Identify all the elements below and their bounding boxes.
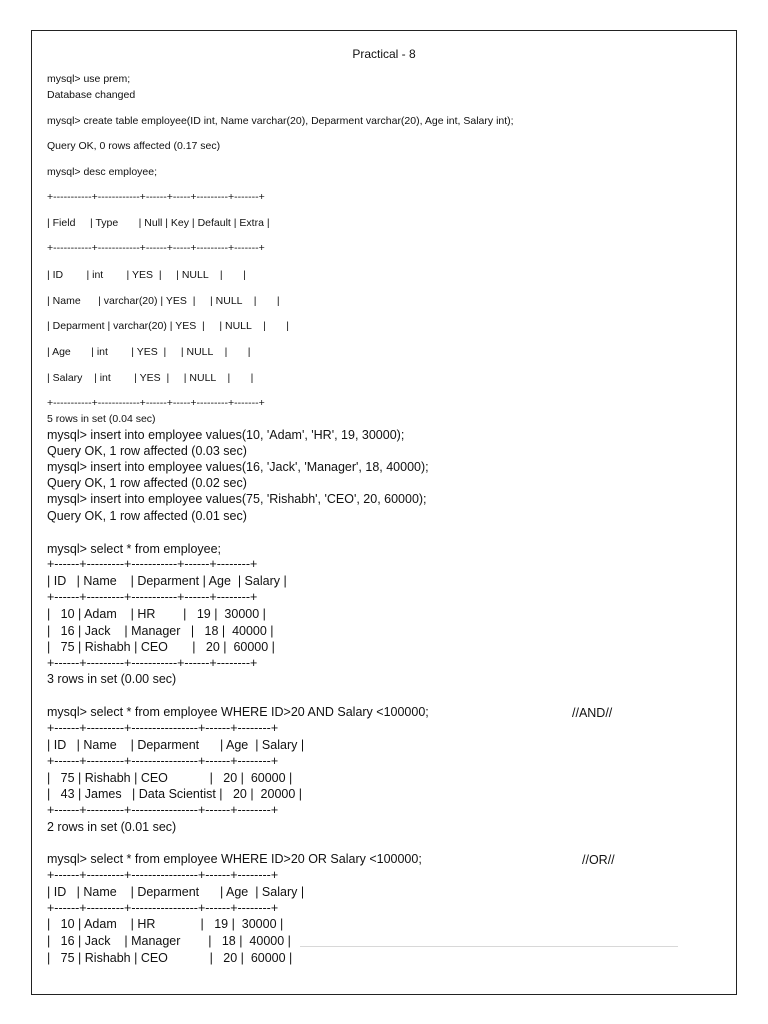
table-row: | 10 | Adam | HR | 19 | 30000 | — [47, 917, 284, 931]
table-border-line: +-----------+------------+------+-----+---------+-------+ — [47, 397, 265, 409]
and-comment: //AND// — [572, 706, 613, 720]
table-border-line: +------+---------+----------------+------+--------+ — [47, 901, 279, 915]
table-header-row: | ID | Name | Deparment | Age | Salary | — [47, 885, 305, 899]
table-row: | 75 | Rishabh | CEO | 20 | 60000 | — [47, 640, 275, 654]
text-line: 5 rows in set (0.04 sec) — [47, 413, 156, 425]
table-header-row: | ID | Name | Deparment | Age | Salary | — [47, 738, 305, 752]
table-border-line: +------+---------+-----------+------+--------+ — [47, 590, 258, 604]
table-row: | 75 | Rishabh | CEO | 20 | 60000 | — [47, 951, 293, 965]
text-line: mysql> insert into employee values(16, 'Jack', 'Manager', 18, 40000); — [47, 460, 429, 474]
table-row: | 75 | Rishabh | CEO | 20 | 60000 | — [47, 771, 293, 785]
table-row: | Salary | int | YES | | NULL | | — [47, 372, 254, 384]
or-comment: //OR// — [582, 853, 615, 867]
text-line: 2 rows in set (0.01 sec) — [47, 820, 177, 834]
table-header-row: | ID | Name | Deparment | Age | Salary | — [47, 574, 287, 588]
text-line: mysql> select * from employee WHERE ID>20 AND Salary <100000; — [47, 705, 429, 719]
divider — [300, 946, 678, 947]
text-line: Database changed — [47, 89, 136, 101]
text-line: Query OK, 0 rows affected (0.17 sec) — [47, 140, 221, 152]
text-line: mysql> insert into employee values(10, 'Adam', 'HR', 19, 30000); — [47, 428, 405, 442]
text-line: mysql> select * from employee WHERE ID>20 OR Salary <100000; — [47, 852, 422, 866]
table-row: | 43 | James | Data Scientist | 20 | 20000 | — [47, 787, 303, 801]
table-row: | ID | int | YES | | NULL | | — [47, 269, 246, 281]
text-line: mysql> desc employee; — [47, 166, 158, 178]
text-line: Query OK, 1 row affected (0.02 sec) — [47, 476, 247, 490]
text-line: mysql> create table employee(ID int, Name varchar(20), Deparment varchar(20), Age int, Salary int); — [47, 115, 514, 127]
text-line: mysql> select * from employee; — [47, 542, 222, 556]
text-line: mysql> insert into employee values(75, 'Rishabh', 'CEO', 20, 60000); — [47, 492, 427, 506]
table-border-line: +-----------+------------+------+-----+---------+-------+ — [47, 242, 265, 254]
table-border-line: +------+---------+----------------+------+--------+ — [47, 803, 279, 817]
table-row: | 16 | Jack | Manager | 18 | 40000 | — [47, 624, 274, 638]
table-border-line: +------+---------+-----------+------+--------+ — [47, 557, 258, 571]
table-border-line: +------+---------+-----------+------+--------+ — [47, 656, 258, 670]
text-line: mysql> use prem; — [47, 73, 131, 85]
table-row: | Deparment | varchar(20) | YES | | NULL | | — [47, 320, 290, 332]
table-border-line: +------+---------+----------------+------+--------+ — [47, 754, 279, 768]
table-border-line: +------+---------+----------------+------+--------+ — [47, 721, 279, 735]
table-border-line: +------+---------+----------------+------+--------+ — [47, 868, 279, 882]
text-line: 3 rows in set (0.00 sec) — [47, 672, 177, 686]
table-row: | 16 | Jack | Manager | 18 | 40000 | — [47, 934, 291, 948]
text-line: Query OK, 1 row affected (0.01 sec) — [47, 509, 247, 523]
table-header-row: | Field | Type | Null | Key | Default | Extra | — [47, 217, 270, 229]
table-border-line: +-----------+------------+------+-----+---------+-------+ — [47, 191, 265, 203]
page-title: Practical - 8 — [352, 47, 416, 61]
text-line: Query OK, 1 row affected (0.03 sec) — [47, 444, 247, 458]
table-row: | Name | varchar(20) | YES | | NULL | | — [47, 295, 280, 307]
table-row: | 10 | Adam | HR | 19 | 30000 | — [47, 607, 266, 621]
table-row: | Age | int | YES | | NULL | | — [47, 346, 251, 358]
